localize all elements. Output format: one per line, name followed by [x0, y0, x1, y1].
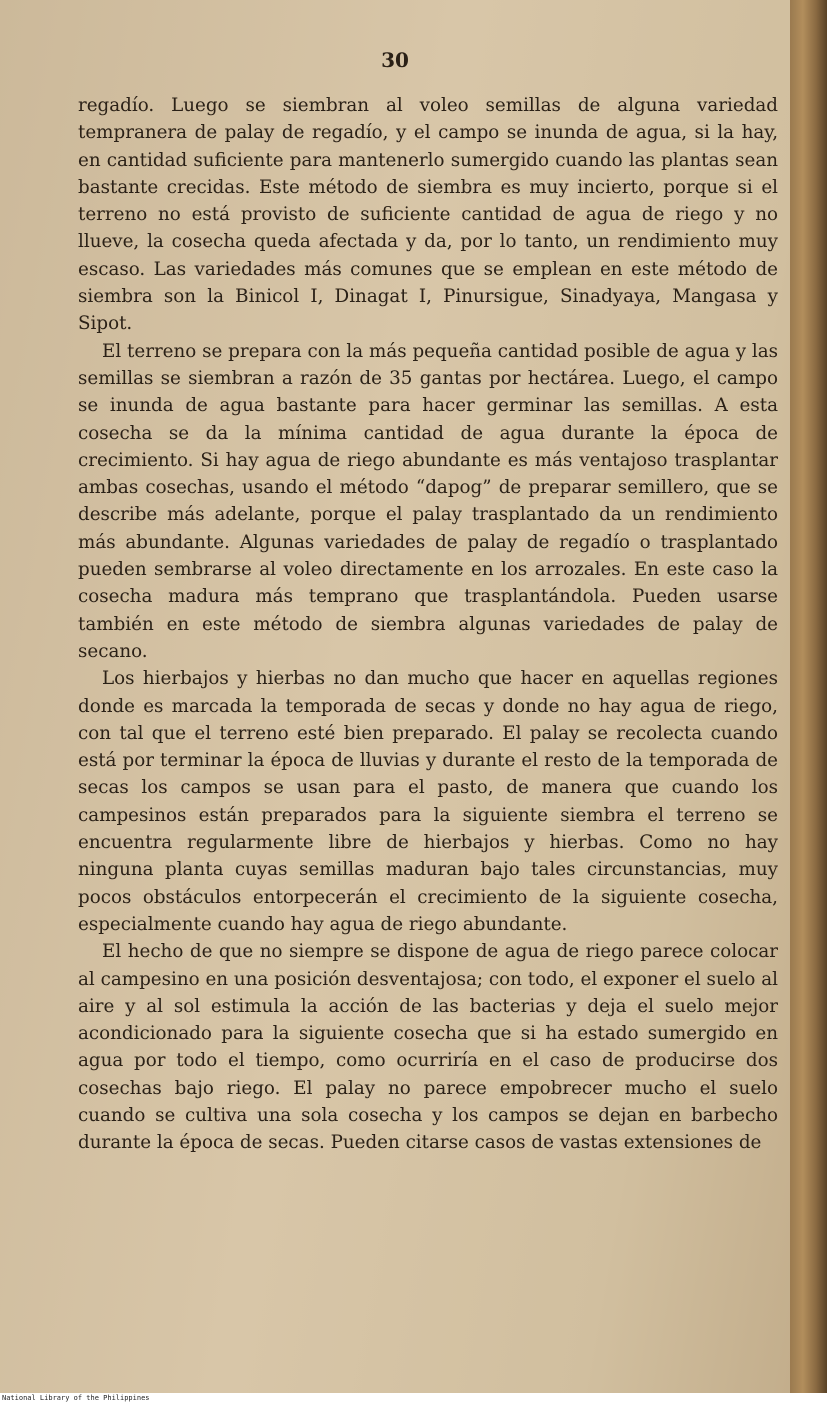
- paragraph-2: El terreno se prepara con la más pequeña cantidad posible de agua y las semillas se siembran a razón de 35 gantas por hectárea. Luego, el campo se inunda de agua bastante para hacer germinar las semillas. A esta cosecha se da la mínima cantidad de agua durante la época de crecimiento. Si hay agua de riego abundante es más ventajoso trasplantar ambas cosechas, usando el método “dapog” de preparar semillero, que se describe más adelante, porque el palay trasplantado da un rendimiento más abundante. Algunas variedades de palay de regadío o trasplantado pueden sembrarse al voleo directamente en los arrozales. En este caso la cosecha madura más temprano que trasplantándola. Pueden usarse también en este método de siembra algunas variedades de palay de secano.: [78, 340, 778, 662]
- book-binding-edge: [790, 0, 827, 1393]
- body-text: [78, 92, 778, 1157]
- page-number: 30: [381, 48, 409, 72]
- paragraph-4: El hecho de que no siempre se dispone de agua de riego parece colocar al campesino en una posición desventajosa; con todo, el exponer el suelo al aire y al sol estimula la acción de las bacterias y deja el suelo mejor acondicionado para la siguiente cosecha que si ha estado sumergido en agua por todo el tiempo, como ocurriría en el caso de producirse dos cosechas bajo riego. El palay no parece empobrecer mucho el suelo cuando se cultiva una sola cosecha y los campos se dejan en barbecho durante la época de secas. Pueden citarse casos de vastas extensiones de: [78, 941, 778, 1154]
- paragraph-1: regadío. Luego se siembran al voleo semillas de alguna variedad tempranera de palay de regadío, y el campo se inunda de agua, si la hay, en cantidad suficiente para mantenerlo sumergido cuando las plantas sean bastante crecidas. Este método de siembra es muy incierto, porque si el terreno no está provisto de suficiente cantidad de agua de riego y no llueve, la cosecha queda afectada y da, por lo tanto, un rendimiento muy escaso. Las variedades más comunes que se emplean en este método de siembra son la Binicol I, Dinagat I, Pinursigue, Sinadyaya, Mangasa y Sipot.: [78, 95, 778, 335]
- paragraph-3: Los hierbajos y hierbas no dan mucho que hacer en aquellas regiones donde es marcada la temporada de secas y donde no hay agua de riego, con tal que el terreno esté bien preparado. El palay se recolecta cuando está por terminar la época de lluvias y durante el resto de la temporada de secas los campos se usan para el pasto, de manera que cuando los campesinos están preparados para la siguiente siembra el terreno se encuentra regularmente libre de hierbajos y hierbas. Como no hay ninguna planta cuyas semillas maduran bajo tales circunstancias, muy pocos obstáculos entorpecerán el crecimiento de la siguiente cosecha, especialmente cuando hay agua de riego abundante.: [78, 668, 778, 935]
- footer-credit: National Library of the Philippines: [2, 1394, 150, 1402]
